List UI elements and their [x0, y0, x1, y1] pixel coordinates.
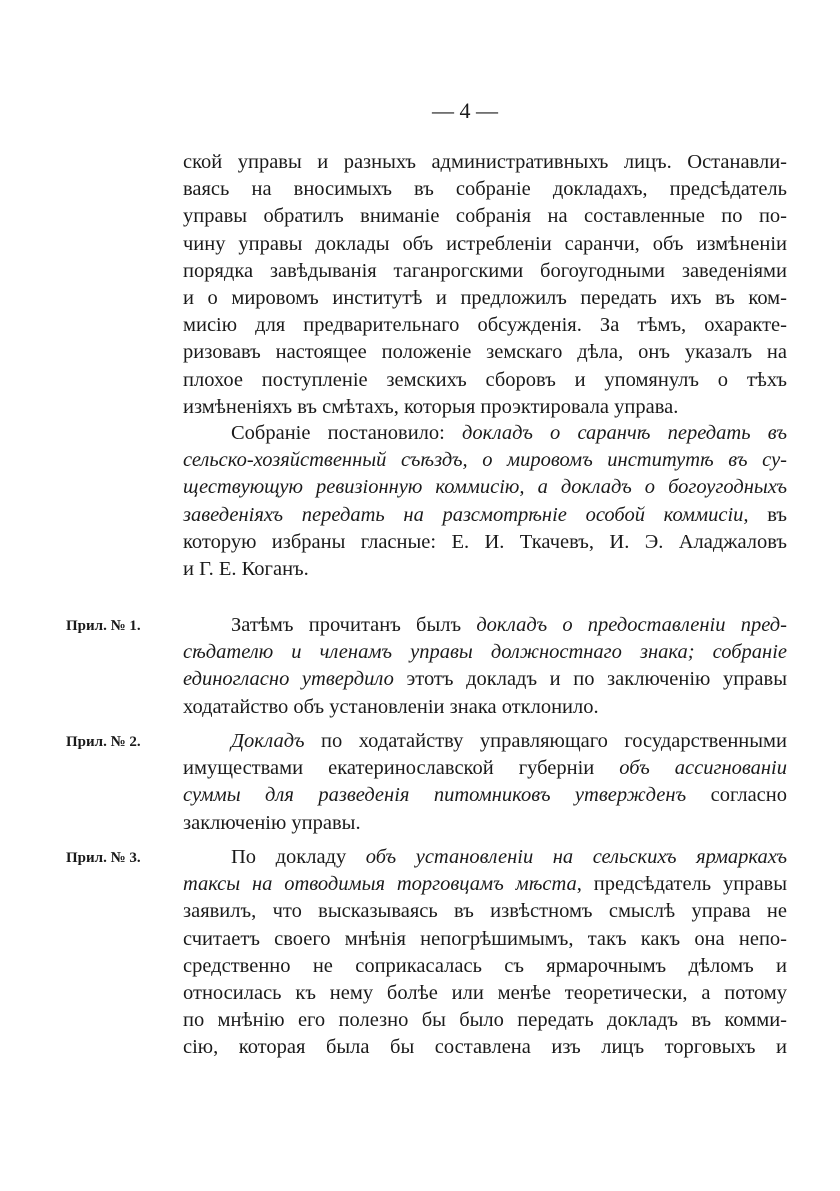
italic-text: ществующую ревизіонную коммисію, а докладъ о богоугодныхъ [183, 476, 787, 499]
text: средственно не соприкасалась съ ярмарочнымъ дѣломъ и [183, 954, 787, 977]
text-line [183, 898, 787, 925]
text: по мнѣнію его полезно бы было передать докладъ въ комми- [183, 1009, 787, 1032]
italic-text: таксы на отводимыя торговцамъ мѣста [183, 873, 577, 896]
text: чину управы доклады объ истребленіи саранчи, объ измѣненіи [183, 232, 787, 255]
text-line [183, 953, 787, 980]
text: и о мировомъ институтѣ и предложилъ передать ихъ въ ком- [183, 286, 787, 309]
text-line [183, 871, 787, 898]
text: и Г. Е. Коганъ. [183, 557, 309, 580]
italic-text: сѣдателю и членамъ управы должностнаго знака; собраніе [183, 641, 787, 664]
text: ваясь на вносимыхъ въ собраніе докладахъ, предсѣдатель [183, 178, 787, 201]
text-line [183, 844, 787, 871]
text-line [183, 639, 787, 666]
text: мисію для предварительнаго обсужденія. За тѣмъ, охаракте- [183, 314, 787, 337]
text-line [183, 502, 787, 529]
text-line [183, 1034, 787, 1061]
text: которую избраны гласные: Е. И. Ткачевъ, И. Э. Аладжаловъ [183, 530, 787, 553]
text-line [183, 149, 787, 176]
text-line [183, 755, 787, 782]
text-line [183, 231, 787, 258]
text-line [183, 367, 787, 394]
text-line [183, 1007, 787, 1034]
text: по ходатайству управляющаго государственными [304, 730, 787, 752]
text-line [183, 694, 787, 721]
italic-text: докладъ о саранчѣ передать въ [462, 422, 788, 444]
text: ходатайство объ установленіи знака отклонило. [183, 695, 599, 718]
text-line [183, 339, 787, 366]
text: измѣненіяхъ въ смѣтахъ, которыя проэктировала управа. [183, 395, 679, 418]
italic-text: суммы для разведенія питомниковъ утвержденъ [183, 784, 687, 807]
text-line [183, 926, 787, 953]
text-line [183, 447, 787, 474]
text-line [183, 312, 787, 339]
text: Собраніе постановило: [231, 422, 463, 444]
text: этотъ докладъ и по заключенію управы [393, 668, 787, 691]
text-line [183, 556, 787, 583]
text: , предсѣдатель управы [576, 873, 787, 896]
paragraph [183, 844, 787, 1062]
text: заявилъ, что высказываясь въ извѣстномъ смыслѣ управа не [183, 900, 787, 923]
text-line [183, 474, 787, 501]
italic-text: единогласно утвердило [183, 668, 394, 691]
text: По докладу [231, 846, 366, 868]
text: ризовавъ настоящее положеніе земскаго дѣла, онъ указалъ на [183, 341, 787, 364]
italic-text: объ установленіи на сельскихъ ярмаркахъ [365, 846, 787, 868]
text-line [183, 529, 787, 556]
text: ской управы и разныхъ административныхъ лицъ. Останавли- [183, 151, 787, 173]
text: въ [748, 503, 787, 526]
italic-text: объ ассигнованіи [619, 757, 787, 780]
text: сію, которая была бы составлена изъ лицъ торговыхъ и [183, 1036, 787, 1059]
text: плохое поступленіе земскихъ сборовъ и упомянулъ о тѣхъ [183, 368, 787, 391]
text-line [183, 782, 787, 809]
italic-text: сельско-хозяйственный съѣздъ, о мировомъ институтѣ въ су- [183, 449, 787, 472]
margin-note: Прил. № 3. [66, 850, 141, 866]
paragraph [183, 149, 787, 421]
page-number: — 4 — [432, 98, 498, 123]
text-line [183, 203, 787, 230]
text-line [183, 285, 787, 312]
text: управы обратилъ вниманіе собранія на составленные по по- [183, 205, 787, 228]
text: заключенію управы. [183, 811, 361, 834]
text-line [183, 394, 787, 421]
margin-note: Прил. № 2. [66, 734, 141, 750]
text-line [183, 666, 787, 693]
text-line [183, 258, 787, 285]
text: имуществами екатеринославской губерніи [183, 757, 620, 780]
text: Затѣмъ прочитанъ былъ [231, 614, 477, 636]
paragraph [183, 612, 787, 721]
text-line [183, 728, 787, 755]
text: порядка завѣдыванія таганрогскими богоугодными заведеніями [183, 259, 787, 282]
text-line [183, 176, 787, 203]
text: согласно [686, 784, 787, 807]
italic-text: докладъ о предоставленіи пред- [476, 614, 787, 636]
margin-note: Прил. № 1. [66, 618, 141, 634]
paragraph [183, 728, 787, 837]
text-line [183, 420, 787, 447]
paragraph [183, 420, 787, 583]
italic-text: заведеніяхъ передать на разсмотрѣніе особой коммисіи, [183, 503, 749, 526]
text-line [183, 612, 787, 639]
text-line [183, 810, 787, 837]
italic-text: Докладъ [231, 730, 305, 752]
text-line [183, 980, 787, 1007]
text: относилась къ нему болѣе или менѣе теоретически, а потому [183, 981, 787, 1004]
text: считаетъ своего мнѣнія непогрѣшимымъ, такъ какъ она непо- [183, 927, 787, 950]
